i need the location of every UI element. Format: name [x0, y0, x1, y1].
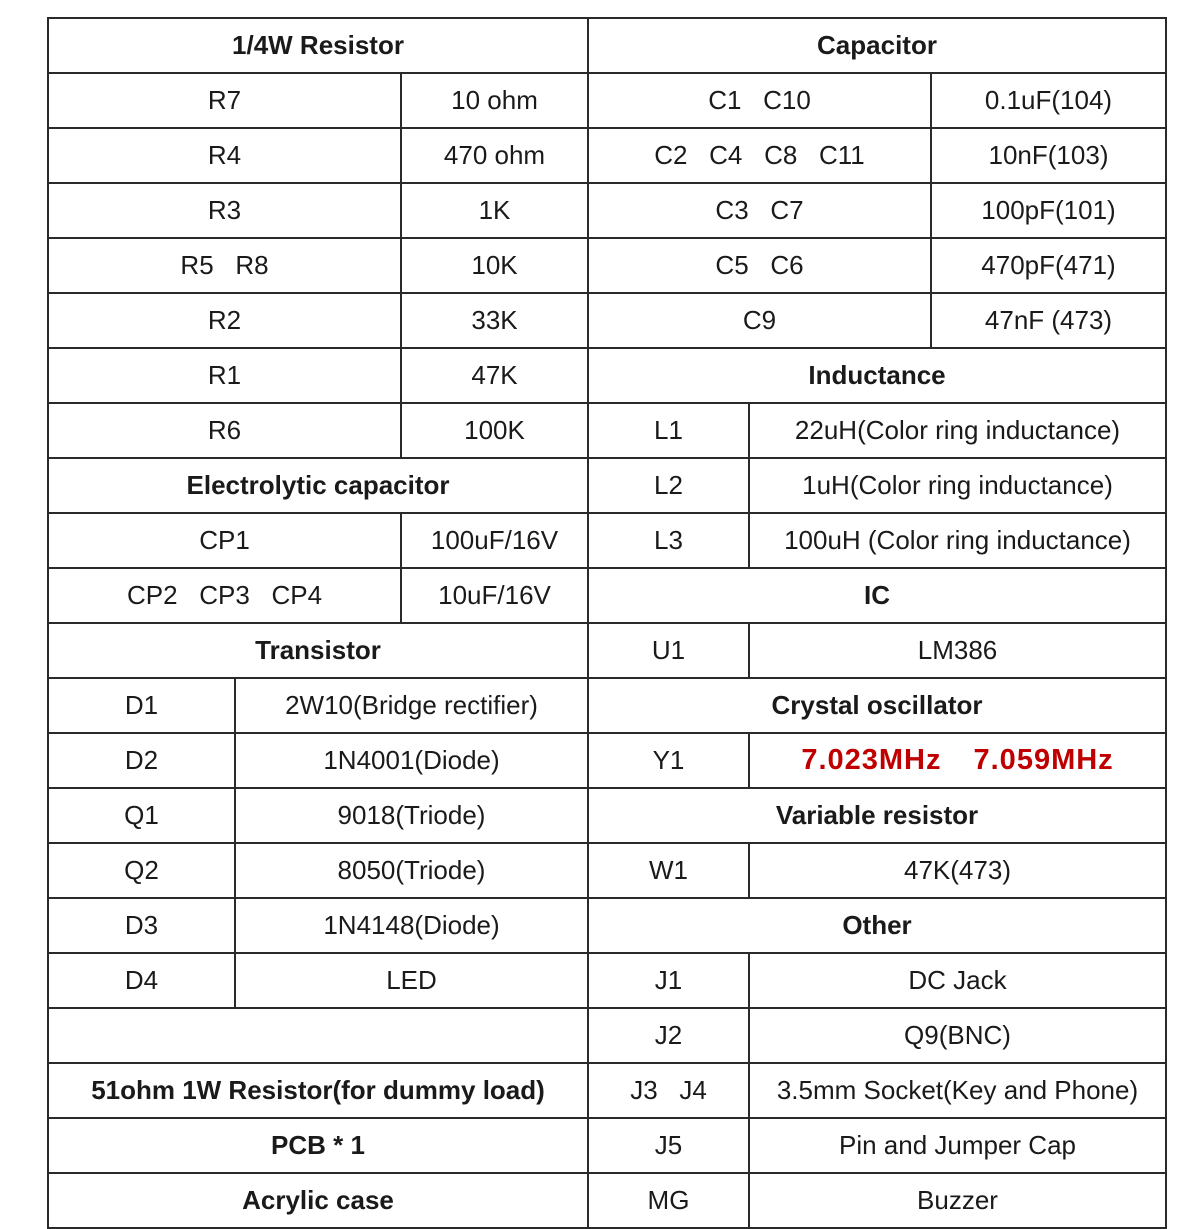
table-row — [48, 1063, 1166, 1118]
resistor-value: 1K — [401, 183, 588, 238]
table-row — [48, 238, 1166, 293]
other-ref: J3 J4 — [588, 1063, 749, 1118]
resistor-value: 10K — [401, 238, 588, 293]
inductor-value: 22uH(Color ring inductance) — [749, 403, 1166, 458]
variable-resistor-ref: W1 — [588, 843, 749, 898]
other-ref: J5 — [588, 1118, 749, 1173]
other-value: 3.5mm Socket(Key and Phone) — [749, 1063, 1166, 1118]
other-ref: MG — [588, 1173, 749, 1228]
crystal-header: Crystal oscillator — [588, 678, 1166, 733]
table-row — [48, 513, 1166, 568]
other-ref: J1 — [588, 953, 749, 1008]
inductor-value: 100uH (Color ring inductance) — [749, 513, 1166, 568]
pcb-item: PCB * 1 — [48, 1118, 588, 1173]
resistor-ref: R5 R8 — [48, 238, 401, 293]
transistor-value: 9018(Triode) — [235, 788, 588, 843]
table-row — [48, 843, 1166, 898]
capacitor-ref: C1 C10 — [588, 73, 931, 128]
resistor-value: 47K — [401, 348, 588, 403]
transistor-ref: D4 — [48, 953, 235, 1008]
capacitor-ref: C3 C7 — [588, 183, 931, 238]
bill-of-materials-table — [47, 17, 1167, 1229]
transistor-ref: D1 — [48, 678, 235, 733]
variable-resistor-header: Variable resistor — [588, 788, 1166, 843]
crystal-frequency-2: 7.059MHz — [973, 744, 1114, 776]
capacitor-value: 47nF (473) — [931, 293, 1166, 348]
resistor-ref: R4 — [48, 128, 401, 183]
transistor-header: Transistor — [48, 623, 588, 678]
electrolytic-header: Electrolytic capacitor — [48, 458, 588, 513]
crystal-value — [749, 733, 1166, 788]
electrolytic-value: 10uF/16V — [401, 568, 588, 623]
other-value: Pin and Jumper Cap — [749, 1118, 1166, 1173]
table-row — [48, 623, 1166, 678]
table-row — [48, 788, 1166, 843]
table-row — [48, 348, 1166, 403]
capacitor-value: 10nF(103) — [931, 128, 1166, 183]
resistor-value: 10 ohm — [401, 73, 588, 128]
resistor-value: 100K — [401, 403, 588, 458]
table-row — [48, 293, 1166, 348]
other-value: Q9(BNC) — [749, 1008, 1166, 1063]
table-row — [48, 898, 1166, 953]
other-value: Buzzer — [749, 1173, 1166, 1228]
transistor-value: 1N4148(Diode) — [235, 898, 588, 953]
table-row — [48, 18, 1166, 73]
table-row — [48, 733, 1166, 788]
transistor-ref: Q1 — [48, 788, 235, 843]
ic-ref: U1 — [588, 623, 749, 678]
inductor-ref: L1 — [588, 403, 749, 458]
resistor-ref: R1 — [48, 348, 401, 403]
inductor-value: 1uH(Color ring inductance) — [749, 458, 1166, 513]
transistor-value: 2W10(Bridge rectifier) — [235, 678, 588, 733]
resistor-header: 1/4W Resistor — [48, 18, 588, 73]
resistor-ref: R2 — [48, 293, 401, 348]
transistor-value: 8050(Triode) — [235, 843, 588, 898]
table-row — [48, 568, 1166, 623]
capacitor-ref: C2 C4 C8 C11 — [588, 128, 931, 183]
resistor-ref: R3 — [48, 183, 401, 238]
capacitor-value: 100pF(101) — [931, 183, 1166, 238]
transistor-ref: Q2 — [48, 843, 235, 898]
table-row — [48, 458, 1166, 513]
transistor-ref: D2 — [48, 733, 235, 788]
table-row — [48, 1008, 1166, 1063]
bom-table-wrapper — [47, 17, 1165, 1215]
ic-header: IC — [588, 568, 1166, 623]
capacitor-value: 0.1uF(104) — [931, 73, 1166, 128]
other-ref: J2 — [588, 1008, 749, 1063]
inductor-ref: L3 — [588, 513, 749, 568]
resistor-value: 33K — [401, 293, 588, 348]
inductor-ref: L2 — [588, 458, 749, 513]
table-row — [48, 1118, 1166, 1173]
empty-cell — [48, 1008, 588, 1063]
crystal-frequency-1: 7.023MHz — [801, 744, 942, 776]
electrolytic-ref: CP1 — [48, 513, 401, 568]
transistor-value: LED — [235, 953, 588, 1008]
dummy-load-item: 51ohm 1W Resistor(for dummy load) — [48, 1063, 588, 1118]
table-row — [48, 1173, 1166, 1228]
table-row — [48, 128, 1166, 183]
capacitor-header: Capacitor — [588, 18, 1166, 73]
table-row — [48, 678, 1166, 733]
transistor-ref: D3 — [48, 898, 235, 953]
other-header: Other — [588, 898, 1166, 953]
inductance-header: Inductance — [588, 348, 1166, 403]
other-value: DC Jack — [749, 953, 1166, 1008]
resistor-ref: R7 — [48, 73, 401, 128]
table-row — [48, 403, 1166, 458]
resistor-value: 470 ohm — [401, 128, 588, 183]
table-row — [48, 953, 1166, 1008]
table-row — [48, 73, 1166, 128]
electrolytic-value: 100uF/16V — [401, 513, 588, 568]
resistor-ref: R6 — [48, 403, 401, 458]
variable-resistor-value: 47K(473) — [749, 843, 1166, 898]
electrolytic-ref: CP2 CP3 CP4 — [48, 568, 401, 623]
acrylic-case-item: Acrylic case — [48, 1173, 588, 1228]
ic-value: LM386 — [749, 623, 1166, 678]
capacitor-ref: C5 C6 — [588, 238, 931, 293]
crystal-ref: Y1 — [588, 733, 749, 788]
table-row — [48, 183, 1166, 238]
capacitor-value: 470pF(471) — [931, 238, 1166, 293]
transistor-value: 1N4001(Diode) — [235, 733, 588, 788]
capacitor-ref: C9 — [588, 293, 931, 348]
